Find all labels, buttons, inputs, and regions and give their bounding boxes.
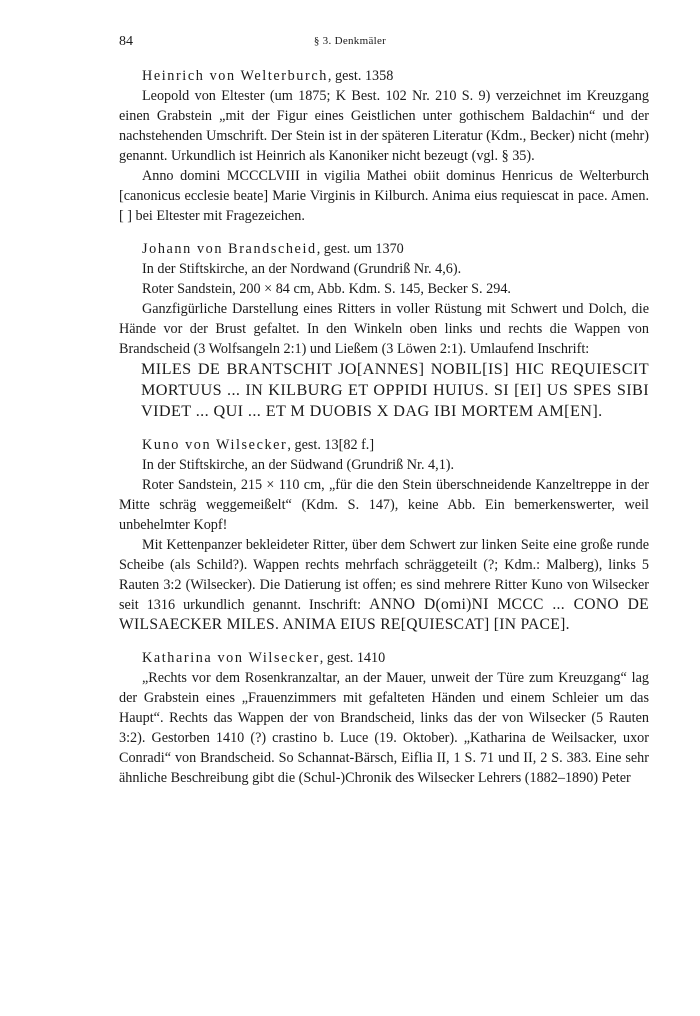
body-text	[119, 66, 649, 788]
paragraph-text: Mit Kettenpanzer bekleideter Ritter, über dem Schwert zur linken Seite eine große runde Scheibe (als Schild?). Wappen rechts mehrfach schräggeteilt (?; Kdm.: Malberg), links 5 Rauten 3:2 (Wilsecker). Die Datierung ist offen; es sind mehrere Ritter Kuno von Wilsecker seit 1316 urkundlich genannt. Inschrift:	[119, 537, 649, 613]
paragraph: In der Stiftskirche, an der Südwand (Grundriß Nr. 4,1).	[142, 457, 455, 473]
paragraph: Roter Sandstein, 200 × 84 cm, Abb. Kdm. S. 145, Becker S. 294.	[142, 281, 511, 297]
entry-dates: , gest. 13[82 f.]	[287, 437, 375, 453]
entry-heading-katharina	[119, 648, 649, 668]
paragraph	[119, 535, 649, 635]
entry-name: Heinrich von Welterburch	[142, 68, 328, 84]
paragraph: „Rechts vor dem Rosenkranzaltar, an der Mauer, unweit der Türe zum Kreuzgang“ lag der Grabstein eines „Frauenzimmers mit gefalteten Händen und einem Schleier um das Haupt“. Rechts das Wappen der von Brandscheid, links das der von Wilsecker (5 Rauten 3:2). Gestorben 1410 (?) crastino b. Luce (19. Oktober). „Katharina de Weilsacker, uxor Conradi“ von Brandscheid. So Schannat-Bärsch, Eiflia II, 1 S. 71 und II, 2 S. 383. Eine sehr ähnliche Beschreibung gibt die (Schul-)Chronik des Wilsecker Lehrers (1882–1890) Peter	[119, 670, 649, 786]
page-number: 84	[119, 34, 133, 49]
entry-dates: , gest. 1410	[319, 650, 386, 666]
entry-name: Kuno von Wilsecker	[142, 437, 288, 453]
entry-dates: , gest. 1358	[327, 68, 394, 84]
entry-name: Johann von Brandscheid	[142, 241, 317, 257]
entry-heading-heinrich	[119, 66, 649, 86]
entry-heading-kuno	[119, 435, 649, 455]
paragraph: Leopold von Eltester (um 1875; K Best. 102 Nr. 210 S. 9) verzeichnet im Kreuzgang einen Grabstein „mit der Figur eines Geistlichen unter gothischem Baldachin“ und der nachstehenden Umschrift. Der Stein ist in der späteren Literatur (Kdm., Becker) nicht (mehr) genannt. Urkundlich ist Heinrich als Kanoniker nicht bezeugt (vgl. § 35).	[119, 88, 649, 164]
running-title: § 3. Denkmäler	[313, 35, 387, 47]
entry-heading-johann	[119, 239, 649, 259]
entry-dates: , gest. um 1370	[316, 241, 404, 257]
inscription-block: MILES DE BRANTSCHIT JO[ANNES] NOBIL[IS] HIC REQUIESCIT MORTUUS ... IN KILBURG ET OPPIDI HUIUS. SI [EI] US SPES SIBI VIDET ... QUI ... ET M DUOBIS X DAG IBI MORTEM AM[EN].	[141, 360, 649, 420]
inscription-inline: ANNO D(omi)NI MCCC ... CONO DE WILSAECKER MILES. ANIMA EIUS RE[QUIESCAT] [IN PACE].	[119, 596, 649, 633]
paragraph: In der Stiftskirche, an der Nordwand (Grundriß Nr. 4,6).	[142, 261, 462, 277]
paragraph: Anno domini MCCCLVIII in vigilia Mathei obiit dominus Henricus de Welterburch [canonicus ecclesie beate] Marie Virginis in Kilburch. Anima eius requiescat in pace. Amen. [ ] bei Eltester mit Fragezeichen.	[119, 168, 649, 224]
paragraph: Roter Sandstein, 215 × 110 cm, „für die den Stein überschneidende Kanzeltreppe in der Mitte schräg weggemeißelt“ (Kdm. S. 147), keine Abb. Ein bemerkenswerter, weil unbehelmter Kopf!	[119, 477, 649, 533]
paragraph: Ganzfigürliche Darstellung eines Ritters in voller Rüstung mit Schwert und Dolch, die Hände vor der Brust gefaltet. In den Winkeln oben links und rechts die Wappen von Brandscheid (3 Wolfsangeln 2:1) und Ließem (3 Löwen 2:1). Umlaufend Inschrift:	[119, 301, 649, 357]
entry-name: Katharina von Wilsecker	[142, 650, 320, 666]
